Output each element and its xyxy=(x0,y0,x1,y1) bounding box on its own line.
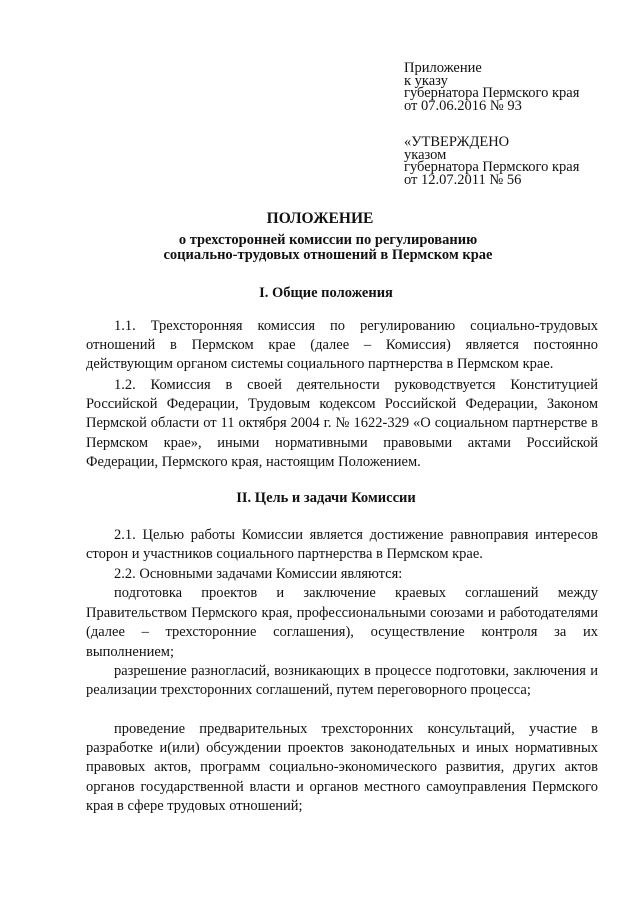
task-item-2-text: разрешение разногласий, возникающих в процессе подготовки, заключения и реализации трехсторонних соглашений, путем переговорного процесса; xyxy=(86,663,598,698)
paragraph-2-2-text: 2.2. Основными задачами Комиссии являются: xyxy=(114,566,403,582)
task-item-3-text: проведение предварительных трехсторонних консультаций, участие в разработке и(или) обсуждении проектов законодательных и иных нормативных правовых актов, программ социально-экономического развития, других актов органов государственной власти и органов местного самоуправления Пермского края в сфере трудовых отношений; xyxy=(86,721,598,814)
attachment-stamp xyxy=(404,62,624,112)
paragraph-1-1 xyxy=(86,317,598,375)
attachment-line-1: Приложение xyxy=(404,60,482,76)
paragraph-2-2 xyxy=(86,565,598,584)
document-title: ПОЛОЖЕНИЕ xyxy=(266,210,374,227)
approved-line-1: «УТВЕРЖДЕНО xyxy=(404,134,510,150)
section-1-heading: I. Общие положения xyxy=(259,285,393,301)
task-item-1-text: подготовка проектов и заключение краевых соглашений между Правительством Пермского края, профессиональными союзами и работодателями (далее – трехсторонние соглашения), осуществление контроля за их выполнением; xyxy=(86,585,598,660)
task-item-2 xyxy=(86,662,598,700)
document-subtitle-line-1: о трехсторонней комиссии по регулированию xyxy=(178,232,478,248)
paragraph-1-2-text: 1.2. Комиссия в своей деятельности руководствуется Конституцией Российской Федерации, Трудовым кодексом Российской Федерации, Законом Пермской области от 11 октября 2004 г. № 1622-329 «О социальном партнерстве в Пермском крае», иными нормативными правовыми актами Российской Федерации, Пермского края, настоящим Положением. xyxy=(86,377,598,470)
section-2-heading: II. Цель и задачи Комиссии xyxy=(236,490,416,506)
approved-line-3: губернатора Пермского края xyxy=(404,159,580,175)
document-subtitle-line-2: социально-трудовых отношений в Пермском крае xyxy=(163,247,493,263)
paragraph-2-1 xyxy=(86,526,598,564)
attachment-line-3: губернатора Пермского края xyxy=(404,85,580,101)
paragraph-1-1-text: 1.1. Трехсторонняя комиссия по регулированию социально-трудовых отношений в Пермском крае (далее – Комиссия) является постоянно действующим органом системы социального партнерства в Пермском крае. xyxy=(86,318,598,373)
attachment-line-4: от 07.06.2016 № 93 xyxy=(404,97,522,114)
approved-stamp xyxy=(404,136,624,186)
task-item-3 xyxy=(86,720,598,816)
paragraph-2-1-text: 2.1. Целью работы Комиссии является достижение равноправия интересов сторон и участников социального партнерства в Пермском крае. xyxy=(86,527,598,563)
approved-line-4: от 12.07.2011 № 56 xyxy=(404,171,522,188)
attachment-line-2: к указу xyxy=(404,72,448,89)
task-item-1 xyxy=(86,584,598,662)
paragraph-1-2 xyxy=(86,376,598,472)
approved-line-2: указом xyxy=(404,146,447,163)
